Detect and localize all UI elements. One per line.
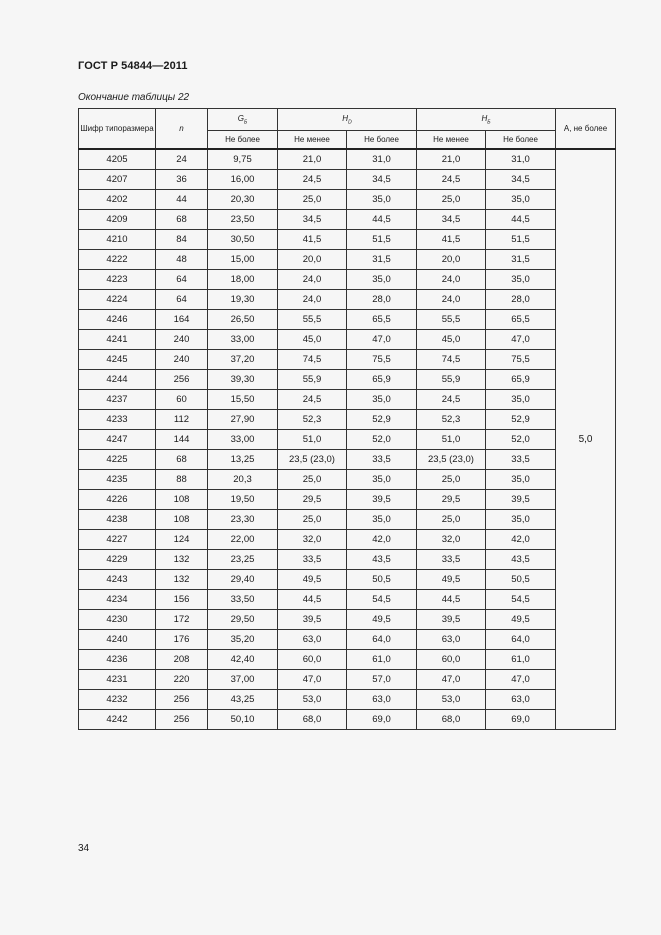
cell-n: 176 (156, 630, 208, 650)
cell-n: 132 (156, 550, 208, 570)
hd-symbol: H (342, 113, 349, 123)
cell-n: 84 (156, 230, 208, 250)
cell-code: 4226 (79, 490, 156, 510)
table-row (79, 330, 616, 350)
cell-code: 4224 (79, 290, 156, 310)
table-row (79, 170, 616, 190)
cell-hb-max: 52,0 (486, 430, 556, 450)
cell-hd-min: 53,0 (278, 690, 347, 710)
cell-n: 112 (156, 410, 208, 430)
cell-hd-min: 24,0 (278, 290, 347, 310)
cell-hd-min: 21,0 (278, 149, 347, 170)
cell-code: 4235 (79, 470, 156, 490)
cell-hd-max: 39,5 (347, 490, 417, 510)
cell-hd-max: 35,0 (347, 190, 417, 210)
cell-hb-max: 39,5 (486, 490, 556, 510)
cell-hd-max: 75,5 (347, 350, 417, 370)
cell-code: 4230 (79, 610, 156, 630)
cell-hb-max: 64,0 (486, 630, 556, 650)
cell-code: 4241 (79, 330, 156, 350)
cell-code: 4233 (79, 410, 156, 430)
cell-hd-min: 25,0 (278, 510, 347, 530)
table-row (79, 490, 616, 510)
cell-hd-max: 44,5 (347, 210, 417, 230)
cell-code: 4225 (79, 450, 156, 470)
cell-hb-max: 47,0 (486, 670, 556, 690)
cell-hb-max: 31,0 (486, 149, 556, 170)
table-row (79, 230, 616, 250)
cell-hd-max: 65,5 (347, 310, 417, 330)
cell-n: 60 (156, 390, 208, 410)
cell-hd-min: 24,5 (278, 390, 347, 410)
cell-hb-min: 21,0 (417, 149, 486, 170)
cell-hd-min: 45,0 (278, 330, 347, 350)
cell-hd-max: 31,0 (347, 149, 417, 170)
header-n: n (156, 109, 208, 150)
cell-hb-max: 42,0 (486, 530, 556, 550)
cell-hd-max: 35,0 (347, 510, 417, 530)
cell-hd-max: 35,0 (347, 270, 417, 290)
cell-gb: 35,20 (208, 630, 278, 650)
table-row (79, 690, 616, 710)
cell-hd-max: 63,0 (347, 690, 417, 710)
cell-gb: 37,00 (208, 670, 278, 690)
cell-hd-min: 49,5 (278, 570, 347, 590)
cell-hd-min: 39,5 (278, 610, 347, 630)
table-row (79, 630, 616, 650)
cell-hd-max: 65,9 (347, 370, 417, 390)
cell-gb: 29,40 (208, 570, 278, 590)
cell-hd-max: 57,0 (347, 670, 417, 690)
cell-hb-min: 74,5 (417, 350, 486, 370)
cell-hd-min: 20,0 (278, 250, 347, 270)
cell-n: 240 (156, 350, 208, 370)
cell-n: 68 (156, 450, 208, 470)
table-row (79, 710, 616, 730)
cell-n: 240 (156, 330, 208, 350)
cell-hb-min: 32,0 (417, 530, 486, 550)
cell-hb-max: 75,5 (486, 350, 556, 370)
cell-hd-max: 54,5 (347, 590, 417, 610)
cell-hb-min: 24,0 (417, 270, 486, 290)
cell-gb: 33,00 (208, 430, 278, 450)
header-gb (208, 109, 278, 131)
table-row (79, 190, 616, 210)
cell-gb: 33,50 (208, 590, 278, 610)
cell-hd-max: 33,5 (347, 450, 417, 470)
cell-gb: 23,50 (208, 210, 278, 230)
cell-gb: 26,50 (208, 310, 278, 330)
cell-hd-min: 29,5 (278, 490, 347, 510)
cell-hb-max: 52,9 (486, 410, 556, 430)
cell-gb: 16,00 (208, 170, 278, 190)
cell-hd-max: 31,5 (347, 250, 417, 270)
cell-hb-max: 63,0 (486, 690, 556, 710)
cell-hb-max: 33,5 (486, 450, 556, 470)
table-row (79, 290, 616, 310)
cell-hb-max: 35,0 (486, 190, 556, 210)
cell-hb-max: 43,5 (486, 550, 556, 570)
cell-hd-min: 25,0 (278, 470, 347, 490)
cell-hd-min: 47,0 (278, 670, 347, 690)
cell-hb-max: 35,0 (486, 510, 556, 530)
table-row (79, 510, 616, 530)
cell-n: 220 (156, 670, 208, 690)
hb-subscript: Б (487, 119, 491, 126)
data-table (78, 108, 616, 730)
cell-hb-max: 65,9 (486, 370, 556, 390)
header-a: A, не более (556, 109, 616, 150)
cell-hb-min: 29,5 (417, 490, 486, 510)
cell-hd-max: 34,5 (347, 170, 417, 190)
cell-n: 172 (156, 610, 208, 630)
cell-n: 256 (156, 370, 208, 390)
cell-hd-max: 35,0 (347, 470, 417, 490)
table-row (79, 650, 616, 670)
table-row (79, 210, 616, 230)
table-row (79, 350, 616, 370)
cell-hd-min: 44,5 (278, 590, 347, 610)
cell-code: 4222 (79, 250, 156, 270)
cell-hb-min: 63,0 (417, 630, 486, 650)
cell-n: 36 (156, 170, 208, 190)
cell-hd-min: 41,5 (278, 230, 347, 250)
table-row (79, 470, 616, 490)
cell-code: 4202 (79, 190, 156, 210)
table-header (79, 109, 616, 150)
cell-hb-max: 28,0 (486, 290, 556, 310)
cell-hd-min: 52,3 (278, 410, 347, 430)
cell-hb-min: 20,0 (417, 250, 486, 270)
cell-hd-min: 25,0 (278, 190, 347, 210)
gb-symbol: G (237, 113, 244, 123)
cell-n: 64 (156, 290, 208, 310)
cell-gb: 50,10 (208, 710, 278, 730)
cell-n: 256 (156, 710, 208, 730)
cell-code: 4247 (79, 430, 156, 450)
cell-hb-min: 55,9 (417, 370, 486, 390)
cell-gb: 15,50 (208, 390, 278, 410)
cell-hb-min: 25,0 (417, 470, 486, 490)
cell-gb: 23,25 (208, 550, 278, 570)
cell-hd-min: 24,5 (278, 170, 347, 190)
cell-n: 124 (156, 530, 208, 550)
cell-hb-min: 25,0 (417, 190, 486, 210)
header-hd (278, 109, 417, 131)
cell-n: 108 (156, 490, 208, 510)
cell-hb-max: 44,5 (486, 210, 556, 230)
cell-hd-min: 34,5 (278, 210, 347, 230)
cell-code: 4242 (79, 710, 156, 730)
cell-hb-max: 35,0 (486, 390, 556, 410)
cell-hb-min: 44,5 (417, 590, 486, 610)
cell-code: 4205 (79, 149, 156, 170)
table-row (79, 390, 616, 410)
cell-hd-max: 69,0 (347, 710, 417, 730)
table-row (79, 530, 616, 550)
table-row (79, 270, 616, 290)
cell-hb-max: 54,5 (486, 590, 556, 610)
cell-n: 144 (156, 430, 208, 450)
cell-code: 4238 (79, 510, 156, 530)
subheader-hb-min: Не менее (417, 131, 486, 150)
cell-gb: 9,75 (208, 149, 278, 170)
cell-code: 4244 (79, 370, 156, 390)
cell-code: 4240 (79, 630, 156, 650)
cell-hd-min: 60,0 (278, 650, 347, 670)
cell-gb: 29,50 (208, 610, 278, 630)
header-code: Шифр типоразмера (79, 109, 156, 150)
table-row (79, 670, 616, 690)
cell-hd-min: 74,5 (278, 350, 347, 370)
cell-hb-min: 51,0 (417, 430, 486, 450)
cell-gb: 27,90 (208, 410, 278, 430)
table-row (79, 370, 616, 390)
cell-n: 64 (156, 270, 208, 290)
cell-code: 4243 (79, 570, 156, 590)
cell-hd-min: 55,5 (278, 310, 347, 330)
cell-code: 4229 (79, 550, 156, 570)
cell-hb-min: 45,0 (417, 330, 486, 350)
cell-code: 4237 (79, 390, 156, 410)
cell-code: 4209 (79, 210, 156, 230)
cell-code: 4227 (79, 530, 156, 550)
cell-hd-min: 24,0 (278, 270, 347, 290)
cell-hb-min: 53,0 (417, 690, 486, 710)
hb-symbol: H (481, 113, 488, 123)
cell-n: 48 (156, 250, 208, 270)
cell-gb: 43,25 (208, 690, 278, 710)
gb-subscript: Б (243, 119, 248, 126)
page-number: 34 (78, 843, 90, 854)
cell-gb: 22,00 (208, 530, 278, 550)
cell-gb: 30,50 (208, 230, 278, 250)
cell-gb: 15,00 (208, 250, 278, 270)
cell-hb-min: 55,5 (417, 310, 486, 330)
cell-hd-max: 43,5 (347, 550, 417, 570)
cell-gb: 19,30 (208, 290, 278, 310)
subheader-hd-max: Не более (347, 131, 417, 150)
cell-hd-max: 51,5 (347, 230, 417, 250)
cell-hd-max: 61,0 (347, 650, 417, 670)
cell-gb: 13,25 (208, 450, 278, 470)
cell-code: 4234 (79, 590, 156, 610)
cell-code: 4207 (79, 170, 156, 190)
cell-hb-min: 41,5 (417, 230, 486, 250)
cell-hb-min: 25,0 (417, 510, 486, 530)
subheader-hb-max: Не более (486, 131, 556, 150)
cell-hd-max: 35,0 (347, 390, 417, 410)
cell-code: 4231 (79, 670, 156, 690)
cell-gb: 37,20 (208, 350, 278, 370)
cell-gb: 19,50 (208, 490, 278, 510)
table-row (79, 590, 616, 610)
hd-subscript: D (348, 119, 352, 126)
cell-n: 108 (156, 510, 208, 530)
header-hb (417, 109, 556, 131)
cell-n: 156 (156, 590, 208, 610)
table-row (79, 610, 616, 630)
table-row (79, 450, 616, 470)
cell-code: 4246 (79, 310, 156, 330)
table-row (79, 149, 616, 170)
cell-code: 4232 (79, 690, 156, 710)
cell-gb: 18,00 (208, 270, 278, 290)
cell-hd-max: 28,0 (347, 290, 417, 310)
cell-n: 164 (156, 310, 208, 330)
cell-gb: 20,30 (208, 190, 278, 210)
cell-hd-max: 64,0 (347, 630, 417, 650)
cell-hd-max: 52,0 (347, 430, 417, 450)
cell-n: 256 (156, 690, 208, 710)
cell-code: 4236 (79, 650, 156, 670)
cell-n: 88 (156, 470, 208, 490)
cell-n: 68 (156, 210, 208, 230)
cell-n: 44 (156, 190, 208, 210)
cell-hb-min: 34,5 (417, 210, 486, 230)
cell-hb-max: 65,5 (486, 310, 556, 330)
cell-hb-min: 60,0 (417, 650, 486, 670)
cell-gb: 42,40 (208, 650, 278, 670)
cell-hb-max: 34,5 (486, 170, 556, 190)
table-caption: Окончание таблицы 22 (78, 92, 190, 103)
cell-n: 208 (156, 650, 208, 670)
cell-hb-min: 52,3 (417, 410, 486, 430)
cell-hd-max: 47,0 (347, 330, 417, 350)
cell-gb: 23,30 (208, 510, 278, 530)
table-row (79, 430, 616, 450)
cell-hb-max: 69,0 (486, 710, 556, 730)
cell-hb-min: 24,5 (417, 170, 486, 190)
table-body (79, 149, 616, 730)
cell-code: 4223 (79, 270, 156, 290)
table-row (79, 250, 616, 270)
cell-hb-min: 47,0 (417, 670, 486, 690)
cell-hb-min: 23,5 (23,0) (417, 450, 486, 470)
cell-hd-max: 52,9 (347, 410, 417, 430)
cell-hb-min: 24,5 (417, 390, 486, 410)
cell-hb-max: 61,0 (486, 650, 556, 670)
cell-n: 132 (156, 570, 208, 590)
cell-hd-min: 55,9 (278, 370, 347, 390)
cell-a-value: 5,0 (556, 149, 616, 730)
cell-hb-min: 68,0 (417, 710, 486, 730)
subheader-gb-max: Не более (208, 131, 278, 150)
cell-hd-min: 23,5 (23,0) (278, 450, 347, 470)
cell-hb-max: 35,0 (486, 270, 556, 290)
cell-hb-min: 39,5 (417, 610, 486, 630)
cell-hb-min: 33,5 (417, 550, 486, 570)
subheader-hd-min: Не менее (278, 131, 347, 150)
table-row (79, 410, 616, 430)
cell-hd-min: 51,0 (278, 430, 347, 450)
cell-hd-min: 33,5 (278, 550, 347, 570)
cell-hd-max: 50,5 (347, 570, 417, 590)
cell-hb-max: 51,5 (486, 230, 556, 250)
cell-hb-min: 49,5 (417, 570, 486, 590)
cell-hd-min: 68,0 (278, 710, 347, 730)
cell-n: 24 (156, 149, 208, 170)
cell-hd-max: 42,0 (347, 530, 417, 550)
cell-hb-min: 24,0 (417, 290, 486, 310)
cell-gb: 20,3 (208, 470, 278, 490)
cell-hb-max: 50,5 (486, 570, 556, 590)
cell-gb: 39,30 (208, 370, 278, 390)
cell-hb-max: 47,0 (486, 330, 556, 350)
cell-hb-max: 49,5 (486, 610, 556, 630)
cell-code: 4210 (79, 230, 156, 250)
cell-hd-min: 63,0 (278, 630, 347, 650)
cell-gb: 33,00 (208, 330, 278, 350)
cell-hd-min: 32,0 (278, 530, 347, 550)
table-row (79, 550, 616, 570)
cell-code: 4245 (79, 350, 156, 370)
cell-hd-max: 49,5 (347, 610, 417, 630)
table-row (79, 570, 616, 590)
table-row (79, 310, 616, 330)
cell-hb-max: 35,0 (486, 470, 556, 490)
cell-hb-max: 31,5 (486, 250, 556, 270)
standard-designation: ГОСТ Р 54844—2011 (78, 60, 188, 72)
